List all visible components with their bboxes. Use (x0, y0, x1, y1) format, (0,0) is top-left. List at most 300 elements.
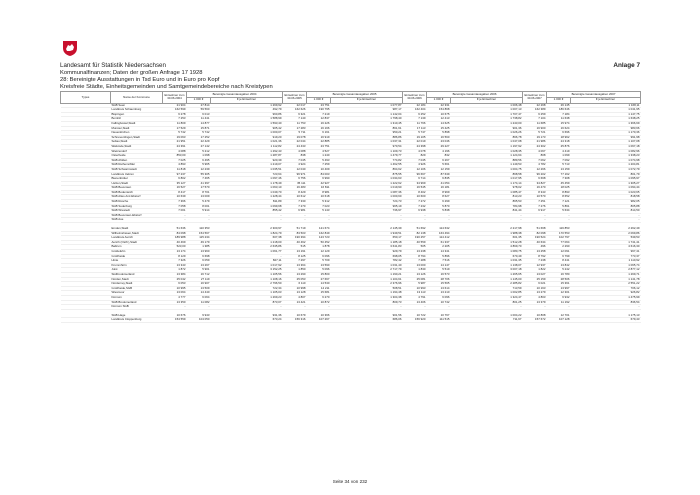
value-cell: 6 714 (403, 177, 427, 182)
value-cell: - (187, 305, 211, 310)
value-cell: 4 088 (163, 149, 187, 154)
value-cell: 991,98 (571, 135, 641, 140)
value-cell: 10 742 (427, 300, 451, 305)
value-cell: 156 920 (403, 318, 427, 323)
value-cell: 970,54 (331, 144, 403, 149)
value-cell: 1 824,79 (211, 231, 283, 236)
value-cell: 190 795 (307, 108, 331, 113)
value-cell: 13 590 (307, 263, 331, 268)
value-cell: 6 799 (547, 254, 571, 259)
value-cell: 41 397 (187, 181, 211, 186)
col-ew-2007: Einwohner zum 30.06.2007 (523, 92, 547, 104)
value-cell: 7 140 (283, 117, 307, 122)
value-cell: 16 573 (427, 272, 451, 277)
value-cell: 84 098 (163, 231, 187, 236)
value-cell: 7 308 (547, 177, 571, 182)
value-cell: 156 316 (283, 318, 307, 323)
value-cell: 931,36 (211, 314, 283, 318)
value-cell: 6 698 (187, 254, 211, 259)
value-cell: 6 835 (427, 177, 451, 182)
value-cell: 7 023 (307, 204, 331, 209)
value-cell: 1 098 (187, 154, 211, 159)
value-cell: 838 (283, 154, 307, 159)
municipality-name: Emden,Stadt (111, 227, 163, 231)
value-cell: 6 981 (283, 209, 307, 214)
municipality-name: Osterheide (111, 154, 163, 159)
value-cell: 15 871 (187, 126, 211, 131)
value-cell: - (163, 213, 187, 218)
value-cell: 1 145,00 (451, 277, 523, 282)
value-cell: 96 667 (403, 172, 427, 177)
value-cell: 1 112,82 (211, 144, 283, 149)
value-cell: 1 588,99 (211, 117, 283, 122)
value-cell: 162 849 (307, 231, 331, 236)
value-cell: 7 219 (307, 112, 331, 117)
value-cell: 162 389 (523, 108, 547, 113)
typus-cell (61, 318, 111, 323)
value-cell: 4 926 (403, 163, 427, 168)
value-cell: 515 (283, 245, 307, 250)
value-cell: 13 000 (403, 263, 427, 268)
value-cell: 679,43 (571, 318, 641, 323)
value-cell: 13 406 (403, 300, 427, 305)
value-cell: 607,38 (211, 236, 283, 241)
coat-of-arms-icon (60, 38, 80, 58)
value-cell: 7 238 (523, 259, 547, 264)
municipality-name: SGB Aue (111, 218, 163, 223)
value-cell: 115 234 (187, 236, 211, 241)
value-cell: 670,49 (451, 254, 523, 259)
value-cell: - (547, 305, 571, 310)
value-cell: 10 998 (283, 286, 307, 291)
municipality-name: SGB Bevensen (111, 186, 163, 191)
value-cell: 1 097,46 (211, 177, 283, 182)
value-cell: 5 713 (547, 163, 571, 168)
value-cell: 7 232 (403, 204, 427, 209)
value-cell: 1 037,31 (331, 140, 403, 145)
value-cell: 14 440 (187, 291, 211, 296)
value-cell: 1 087,36 (331, 190, 403, 195)
value-cell: 866,78 (451, 135, 523, 140)
value-cell: 16 811 (307, 186, 331, 191)
subtitle-line-2: 28: Bereinigte Ausstattungen in Tsd Euro und in Euro pro Kopf (60, 77, 220, 83)
value-cell: 11 192 (547, 300, 571, 305)
value-cell: 12 239 (187, 167, 211, 172)
value-cell: 650,17 (331, 236, 403, 241)
value-cell: 190 524 (523, 236, 547, 241)
value-cell: - (427, 213, 451, 218)
value-cell: 1 170,36 (571, 131, 641, 136)
value-cell: 84 003 (307, 172, 331, 177)
value-cell: 1 850 (283, 268, 307, 273)
value-cell: 7 184 (547, 112, 571, 117)
value-cell: 24 433 (283, 144, 307, 149)
unit-ew: € je Einwohner (451, 97, 523, 103)
value-cell: - (451, 218, 523, 223)
value-cell: 8 652 (547, 195, 571, 200)
value-cell: 22 044 (283, 140, 307, 145)
value-cell: 7 288 (403, 259, 427, 264)
value-cell: 1 000,07 (211, 131, 283, 136)
value-cell: 40 462 (283, 240, 307, 245)
value-cell: 1 269,23 (211, 295, 283, 300)
value-cell: - (331, 218, 403, 223)
value-cell: 11 082 (187, 300, 211, 305)
value-cell: 162 404 (403, 108, 427, 113)
value-cell: - (451, 213, 523, 218)
value-cell: 11 818 (163, 167, 187, 172)
value-cell: 154 559 (163, 318, 187, 323)
value-cell: 967,41 (571, 250, 641, 255)
value-cell: 1 095,97 (571, 177, 641, 182)
value-cell: 601,35 (451, 236, 523, 241)
value-cell: 5 479 (187, 200, 211, 205)
value-cell: 3 152,25 (211, 268, 283, 273)
value-cell: 2 285,82 (451, 282, 523, 287)
value-cell: 1 479,77 (331, 154, 403, 159)
value-cell: 987,17 (331, 108, 403, 113)
value-cell: 163 494 (427, 231, 451, 236)
municipality-name: SGB Ahlden (111, 158, 163, 163)
value-cell: - (451, 305, 523, 310)
value-cell: 27 142 (187, 144, 211, 149)
value-cell: 11 809 (163, 121, 187, 126)
value-cell: 10 808 (523, 314, 547, 318)
municipality-name: Walsrode,Stadt (111, 144, 163, 149)
value-cell: 16 712 (187, 272, 211, 277)
value-cell: 1 149,53 (451, 163, 523, 168)
value-cell: 13 364 (283, 263, 307, 268)
value-cell: 104 050 (187, 318, 211, 323)
value-cell: 11 766 (403, 121, 427, 126)
value-cell: 920,39 (211, 158, 283, 163)
municipality-name: Wietzendorf (111, 149, 163, 154)
value-cell: 22 331 (427, 103, 451, 108)
value-cell: 6 096 (427, 295, 451, 300)
value-cell: 4 791 (403, 295, 427, 300)
value-cell: 13 113 (403, 291, 427, 296)
value-cell: 805,88 (571, 204, 641, 209)
value-cell: 14 211 (307, 286, 331, 291)
value-cell: 539,53 (571, 236, 641, 241)
value-cell: 5 861 (547, 204, 571, 209)
value-cell: 1 878 (307, 245, 331, 250)
value-cell: 496 (523, 245, 547, 250)
municipality-name: Großefehn (111, 250, 163, 255)
value-cell: 16 483 (283, 186, 307, 191)
value-cell: 1 243,00 (451, 121, 523, 126)
value-cell: 2 717,79 (331, 268, 403, 273)
value-cell: 8 402 (403, 190, 427, 195)
municipality-name: SGB Wrestedt (111, 209, 163, 214)
value-cell: 10 409 (307, 167, 331, 172)
value-cell: 82 098 (523, 231, 547, 236)
value-cell: 16 560 (427, 135, 451, 140)
value-cell: 827,11 (211, 259, 283, 264)
value-cell: 51 636 (163, 227, 187, 231)
value-cell: 7 253 (163, 117, 187, 122)
value-cell: 1 218,00 (211, 240, 283, 245)
value-cell: 829 (403, 154, 427, 159)
municipality-name: SGB Brookmerland (111, 300, 163, 305)
value-cell: - (427, 305, 451, 310)
value-cell: 7 045 (283, 158, 307, 163)
value-cell: 1 004,75 (451, 167, 523, 172)
value-cell: 154 567 (187, 231, 211, 236)
value-cell: 162 599 (163, 108, 187, 113)
value-cell: 6 917 (523, 209, 547, 214)
value-cell: 5 901 (187, 268, 211, 273)
value-cell: 1 006,48 (451, 103, 523, 108)
value-cell: 905,42 (211, 126, 283, 131)
value-cell: 1 085,47 (451, 190, 523, 195)
value-cell: 13 159 (547, 167, 571, 172)
value-cell: 1 028,35 (451, 149, 523, 154)
value-cell: 6 161 (307, 131, 331, 136)
value-cell: 16 226 (307, 121, 331, 126)
value-cell: 8 125 (283, 254, 307, 259)
value-cell: 7 139 (403, 117, 427, 122)
value-cell: 1 204,81 (571, 163, 641, 168)
value-cell: 10 366 (307, 314, 331, 318)
org-name: Landesamt für Statistik Niedersachsen (60, 62, 166, 69)
value-cell: 5 838 (427, 209, 451, 214)
value-cell: 1 041,95 (571, 108, 641, 113)
table-row (61, 318, 641, 323)
value-cell: 51 692 (403, 227, 427, 231)
value-cell: 7 366 (163, 200, 187, 205)
value-cell: - (307, 305, 331, 310)
value-cell: 7 259 (307, 163, 331, 168)
value-cell: 808 (523, 154, 547, 159)
value-cell: 1 338,23 (571, 154, 641, 159)
value-cell: 1 738,82 (451, 117, 523, 122)
value-cell: 17 113 (403, 126, 427, 131)
value-cell: - (331, 213, 403, 218)
unit-tsd: 1.000 € (187, 97, 211, 103)
municipality-name: Soltau,Stadt (111, 140, 163, 145)
value-cell: 13 258 (523, 250, 547, 255)
value-cell: 16 900 (523, 126, 547, 131)
value-cell: 722,34 (211, 286, 283, 291)
value-cell: 1 287,87 (211, 154, 283, 159)
value-cell: 7 297 (283, 259, 307, 264)
value-cell: 2 300,97 (211, 227, 283, 231)
value-cell: 698,05 (331, 254, 403, 259)
value-cell: 978,02 (451, 186, 523, 191)
value-cell: 9 943 (187, 314, 211, 318)
value-cell: 13 960 (187, 250, 211, 255)
value-cell: - (571, 305, 641, 310)
municipality-name: Schneverdingen,Stadt (111, 135, 163, 140)
municipality-name: SGB Seen (111, 103, 163, 108)
value-cell: - (283, 218, 307, 223)
col-ew-2004: Einwohner zum 30.06.2004 (163, 92, 187, 104)
value-cell: 711,67 (451, 318, 523, 323)
value-cell: 782,42 (331, 259, 403, 264)
value-cell: 16 527 (163, 186, 187, 191)
value-cell: 1 002,85 (451, 291, 523, 296)
value-cell: 1 077,87 (331, 103, 403, 108)
value-cell: 15 800 (307, 272, 331, 277)
value-cell: 773,37 (571, 254, 641, 259)
value-cell: 5 242 (547, 268, 571, 273)
value-cell: 4 419 (547, 149, 571, 154)
value-cell: 6 021 (523, 282, 547, 287)
value-cell: 23 046 (427, 140, 451, 145)
municipality-name: Großheide,SGB (111, 286, 163, 291)
value-cell: 19 173 (523, 135, 547, 140)
value-cell: 6 756 (283, 177, 307, 182)
value-cell: 23 751 (307, 103, 331, 108)
value-cell: 13 379 (523, 300, 547, 305)
value-cell: 4 088 (283, 149, 307, 154)
value-cell: 1 512,28 (451, 240, 523, 245)
value-cell: - (163, 218, 187, 223)
page-footer: Seite 34 von 232 (332, 479, 368, 484)
value-cell: 1 462,55 (331, 163, 403, 168)
value-cell: 1 017,95 (451, 177, 523, 182)
value-cell: 40 634 (523, 240, 547, 245)
value-cell: 5 914 (187, 209, 211, 214)
value-cell: - (283, 213, 307, 218)
value-cell: 13 064 (163, 291, 187, 296)
value-cell: 6 110 (283, 282, 307, 287)
municipality-name: SGB Bevensen-Ebstorf (111, 213, 163, 218)
municipality-name: Juist (111, 268, 163, 273)
value-cell: 8 129 (163, 254, 187, 259)
value-cell: 10 570 (523, 195, 547, 200)
value-cell: 1 019,90 (331, 186, 403, 191)
unit-ew: € je Einwohner (211, 97, 283, 103)
value-cell: 4 777 (163, 295, 187, 300)
value-cell: 10 872 (307, 300, 331, 305)
value-cell: 1 830 (403, 268, 427, 273)
value-cell: 82 138 (403, 231, 427, 236)
value-cell: 6 278 (163, 112, 187, 117)
value-cell: 13 421 (283, 300, 307, 305)
value-cell: 40 559 (403, 240, 427, 245)
value-cell: 1 194,48 (331, 291, 403, 296)
value-cell: 7 330 (283, 200, 307, 205)
value-cell: 809,73 (331, 300, 403, 305)
value-cell: 10 676 (163, 314, 187, 318)
value-cell: 5 519 (427, 268, 451, 273)
value-cell: 14 625 (427, 121, 451, 126)
value-cell: 17 283 (283, 126, 307, 131)
value-cell: 186 646 (547, 108, 571, 113)
value-cell: 7 516 (427, 259, 451, 264)
municipality-name: SGB Rosche (111, 200, 163, 205)
value-cell: 13 267 (187, 263, 211, 268)
value-cell: 886,86 (331, 135, 403, 140)
value-cell: 3 007,18 (451, 268, 523, 273)
document-header (60, 62, 273, 91)
value-cell: 16 624 (547, 126, 571, 131)
value-cell: 8 893 (547, 190, 571, 195)
anlage-label: Anlage 7 (613, 62, 640, 69)
value-cell: 22 268 (523, 103, 547, 108)
municipality-name: Munster,Stadt (111, 126, 163, 131)
value-cell: 1 105,56 (211, 272, 283, 277)
municipality-name: Südbrookmerland (111, 272, 163, 277)
col-ges-2004: Bereinigte Gesamtausgaben 2004 (187, 92, 283, 98)
value-cell: 25 081 (403, 277, 427, 282)
value-cell: 1 031,40 (331, 263, 403, 268)
value-cell: 18 025 (547, 186, 571, 191)
value-cell: 10 163 (523, 286, 547, 291)
value-cell: 1 385 (187, 245, 211, 250)
value-cell: 12 091 (547, 250, 571, 255)
value-cell: 7 270 (283, 204, 307, 209)
value-cell: 1 240 (307, 154, 331, 159)
value-cell: 16 919 (307, 135, 331, 140)
value-cell: 27 667 (307, 277, 331, 282)
value-cell: 21 951 (163, 140, 187, 145)
value-cell: 5 096 (307, 268, 331, 273)
value-cell: 1 174,14 (451, 181, 523, 186)
value-cell: 55 305 (187, 172, 211, 177)
value-cell: 5 896 (427, 254, 451, 259)
value-cell: - (187, 213, 211, 218)
value-cell: 121 674 (307, 227, 331, 231)
col-ges-2005: Bereinigte Gesamtausgaben 2005 (307, 92, 403, 98)
value-cell: 59 560 (187, 108, 211, 113)
value-cell: 901,36 (451, 126, 523, 131)
value-cell: 13 191 (283, 250, 307, 255)
value-cell: 7 058 (163, 204, 187, 209)
value-cell: - (187, 218, 211, 223)
value-cell: 34 827 (523, 181, 547, 186)
value-cell: 11 638 (547, 117, 571, 122)
value-cell: 12 106 (403, 167, 427, 172)
value-cell: 2 145,39 (331, 227, 403, 231)
value-cell: 5 634 (547, 209, 571, 214)
value-cell: 4 803 (523, 295, 547, 300)
municipality-name: Norderney,Stadt (111, 282, 163, 287)
value-cell: 42 927 (307, 181, 331, 186)
value-cell: 13 009 (187, 195, 211, 200)
value-cell: 1 269,92 (211, 103, 283, 108)
value-cell: 10 639 (163, 195, 187, 200)
municipality-name: Norden,Stadt (111, 277, 163, 282)
value-cell: 12 701 (547, 314, 571, 318)
municipality-name: Landkreis Aurich (111, 236, 163, 241)
table-body (61, 103, 641, 322)
value-cell: 96 202 (523, 172, 547, 177)
value-cell: 12 413 (427, 117, 451, 122)
value-cell: 157 672 (523, 318, 547, 323)
value-cell: 10 722 (403, 314, 427, 318)
value-cell: 818,58 (571, 195, 641, 200)
value-cell: 116 853 (547, 227, 571, 231)
value-cell: 6 013 (187, 112, 211, 117)
value-cell: 8 701 (187, 190, 211, 195)
value-cell: 5 721 (523, 131, 547, 136)
value-cell: 6 495 (187, 158, 211, 163)
municipality-name: Bienenbüttel (111, 177, 163, 182)
value-cell: - (307, 213, 331, 218)
value-cell: 5 212 (187, 149, 211, 154)
value-cell: 96 971 (283, 172, 307, 177)
value-cell: 10 612 (283, 195, 307, 200)
value-cell: 22 885 (307, 140, 331, 145)
value-cell: 10 679 (283, 314, 307, 318)
municipality-name: Großheide (111, 254, 163, 259)
municipality-name: SGB Altes Amt Ebstorf (111, 195, 163, 200)
value-cell: 16 470 (523, 186, 547, 191)
value-cell: 16 907 (187, 282, 211, 287)
